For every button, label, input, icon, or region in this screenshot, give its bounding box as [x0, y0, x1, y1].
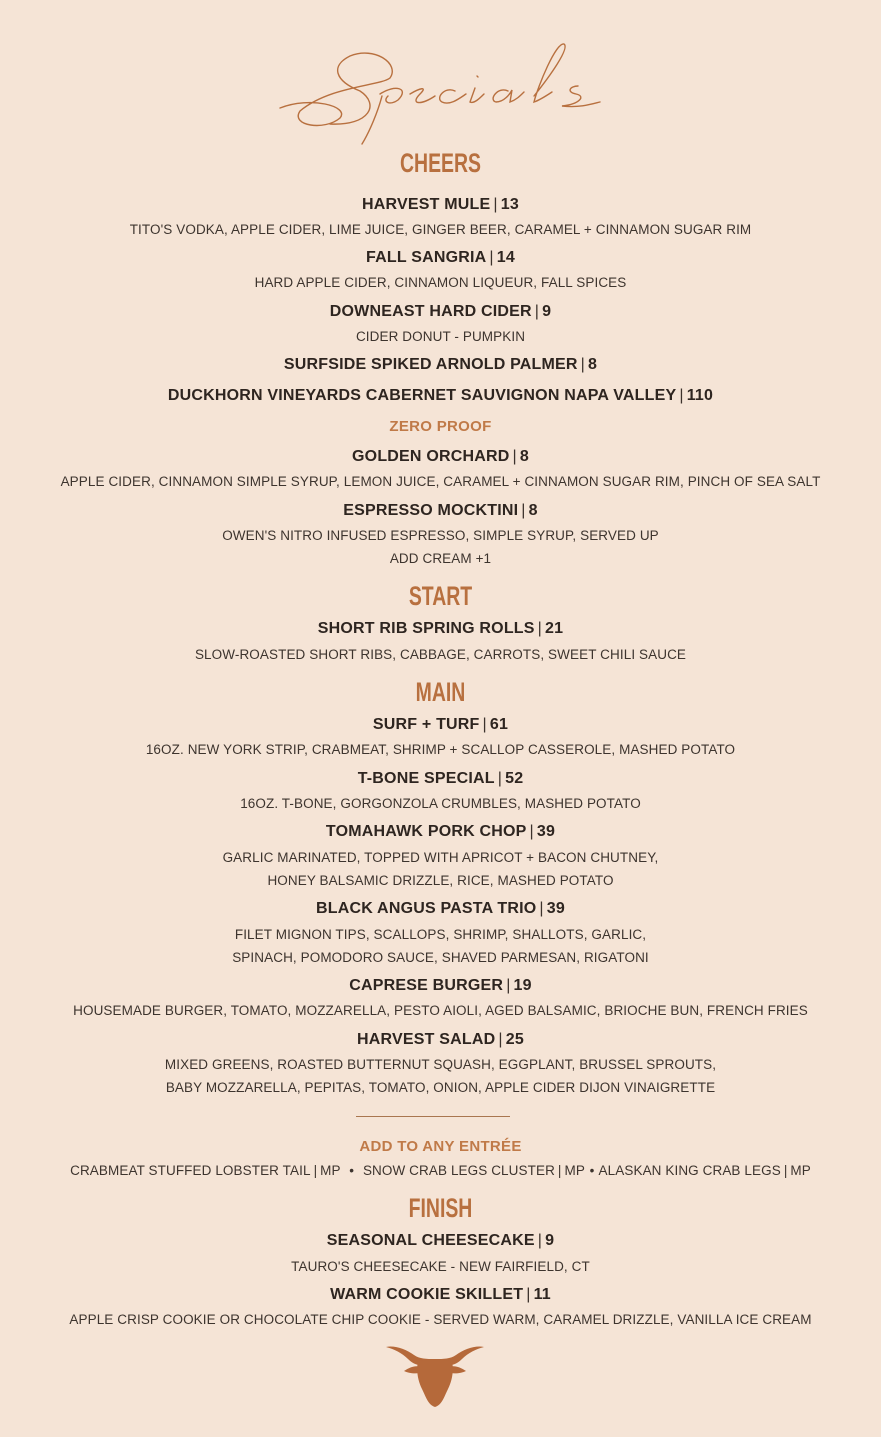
item-description: HOUSEMADE BURGER, TOMATO, MOZZARELLA, PESTO AIOLI, AGED BALSAMIC, BRIOCHE BUN, FRENCH FRIES	[73, 1003, 808, 1018]
item-name: DOWNEAST HARD CIDER	[329, 303, 532, 320]
menu-item-downeast-hard-cider	[0, 303, 881, 321]
item-name: TOMAHAWK PORK CHOP	[325, 823, 527, 840]
menu-item-black-angus-pasta-trio	[0, 900, 881, 918]
price-separator: |	[534, 303, 540, 320]
item-price: 110	[686, 387, 714, 404]
price-separator: |	[512, 448, 517, 465]
price-separator: |	[557, 1163, 562, 1178]
item-name: WARM COOKIE SKILLET	[330, 1286, 524, 1303]
item-price: 8	[528, 502, 538, 519]
add-on-name: SNOW CRAB LEGS CLUSTER	[362, 1163, 555, 1178]
price-separator: |	[498, 1031, 503, 1048]
add-on-price: MP	[320, 1163, 341, 1178]
item-price: 39	[536, 823, 556, 840]
item-price: 14	[496, 249, 515, 266]
item-name: SURFSIDE SPIKED ARNOLD PALMER	[283, 356, 578, 373]
item-name: FALL SANGRIA	[366, 249, 487, 266]
item-name: DUCKHORN VINEYARDS CABERNET SAUVIGNON NAPA VALLEY	[167, 387, 677, 404]
menu-item-warm-cookie-skillet	[0, 1286, 881, 1304]
item-addon-note: ADD CREAM +1	[389, 551, 492, 566]
menu-item-duckhorn-cabernet	[0, 387, 881, 405]
item-description: APPLE CIDER, CINNAMON SIMPLE SYRUP, LEMON JUICE, CARAMEL + CINNAMON SUGAR RIM, PINCH OF SEA SALT	[60, 474, 821, 489]
add-on-name: ALASKAN KING CRAB LEGS	[598, 1163, 781, 1178]
item-description: 16OZ. NEW YORK STRIP, CRABMEAT, SHRIMP + SCALLOP CASSEROLE, MASHED POTATO	[145, 742, 736, 757]
menu-item-harvest-salad	[0, 1031, 881, 1049]
section-heading-start: START	[408, 581, 473, 611]
menu-item-seasonal-cheesecake	[0, 1232, 881, 1250]
menu-item-fall-sangria	[0, 249, 881, 267]
menu-item-espresso-mocktini	[0, 502, 881, 520]
price-separator: |	[493, 196, 498, 213]
item-price: 21	[545, 620, 564, 637]
item-price: 61	[489, 716, 509, 733]
menu-item-tomahawk-pork-chop	[0, 823, 881, 841]
item-name: SHORT RIB SPRING ROLLS	[317, 620, 535, 637]
price-separator: |	[537, 620, 542, 637]
section-heading-finish: FINISH	[408, 1193, 473, 1223]
longhorn-bull-icon	[384, 1343, 486, 1409]
add-on-name: CRABMEAT STUFFED LOBSTER TAIL	[70, 1163, 311, 1178]
item-description: OWEN'S NITRO INFUSED ESPRESSO, SIMPLE SYRUP, SERVED UP	[222, 528, 659, 543]
price-separator: |	[497, 770, 503, 787]
item-name: BLACK ANGUS PASTA TRIO	[316, 900, 537, 917]
subheading-zero-proof: ZERO PROOF	[389, 418, 492, 435]
item-price: 13	[500, 196, 519, 213]
price-separator: |	[580, 356, 586, 373]
item-description: HARD APPLE CIDER, CINNAMON LIQUEUR, FALL SPICES	[254, 275, 627, 290]
menu-item-short-rib-spring-rolls	[0, 620, 881, 638]
item-description: SPINACH, POMODORO SAUCE, SHAVED PARMESAN, RIGATONI	[232, 950, 649, 965]
price-separator: |	[506, 977, 511, 994]
item-price: 9	[542, 303, 552, 320]
menu-item-surfside-spiked-arnold-palmer	[0, 356, 881, 374]
item-price: 39	[546, 900, 565, 917]
item-price: 52	[505, 770, 524, 787]
price-separator: |	[537, 1232, 543, 1249]
item-name: ESPRESSO MOCKTINI	[343, 502, 519, 519]
item-name: T-BONE SPECIAL	[357, 770, 495, 787]
add-on-price: MP	[564, 1163, 585, 1178]
price-separator: |	[482, 716, 487, 733]
subheading-add-to-any-entree: ADD TO ANY ENTRÉE	[359, 1138, 522, 1155]
item-price: 8	[519, 448, 529, 465]
price-separator: |	[489, 249, 494, 266]
item-price: 9	[545, 1232, 555, 1249]
item-description: SLOW-ROASTED SHORT RIBS, CABBAGE, CARROTS, SWEET CHILI SAUCE	[194, 647, 687, 662]
price-separator: |	[529, 823, 534, 840]
section-heading-main: MAIN	[415, 677, 466, 707]
add-on-price: MP	[790, 1163, 811, 1178]
item-description: TAURO'S CHEESECAKE - NEW FAIRFIELD, CT	[291, 1259, 590, 1274]
item-description: APPLE CRISP COOKIE OR CHOCOLATE CHIP COOKIE - SERVED WARM, CARAMEL DRIZZLE, VANILLA ICE CREAM	[69, 1312, 812, 1327]
item-name: CAPRESE BURGER	[349, 977, 504, 994]
item-price: 8	[588, 356, 598, 373]
menu-item-harvest-mule	[0, 196, 881, 214]
section-heading-cheers: CHEERS	[399, 148, 482, 178]
item-price: 11	[533, 1286, 551, 1303]
add-on-list	[0, 1163, 881, 1178]
item-description: GARLIC MARINATED, TOPPED WITH APRICOT + BACON CHUTNEY,	[222, 850, 659, 865]
section-divider	[356, 1116, 510, 1117]
menu-item-surf-turf	[0, 716, 881, 734]
item-name: SEASONAL CHEESECAKE	[326, 1232, 535, 1249]
price-separator: |	[313, 1163, 318, 1178]
item-description: TITO'S VODKA, APPLE CIDER, LIME JUICE, GINGER BEER, CARAMEL + CINNAMON SUGAR RIM	[129, 222, 752, 237]
item-description: MIXED GREENS, ROASTED BUTTERNUT SQUASH, EGGPLANT, BRUSSEL SPROUTS,	[164, 1057, 717, 1072]
price-separator: |	[539, 900, 544, 917]
item-description: FILET MIGNON TIPS, SCALLOPS, SHRIMP, SHALLOTS, GARLIC,	[234, 927, 647, 942]
bullet-separator: •	[589, 1163, 595, 1178]
item-name: HARVEST MULE	[362, 196, 491, 213]
item-description: CIDER DONUT - PUMPKIN	[355, 329, 526, 344]
item-description: 16OZ. T-BONE, GORGONZOLA CRUMBLES, MASHED POTATO	[240, 796, 641, 811]
item-name: HARVEST SALAD	[357, 1031, 496, 1048]
item-name: GOLDEN ORCHARD	[352, 448, 510, 465]
menu-item-caprese-burger	[0, 977, 881, 995]
price-separator: |	[526, 1286, 531, 1303]
item-description: HONEY BALSAMIC DRIZZLE, RICE, MASHED POTATO	[267, 873, 614, 888]
price-separator: |	[679, 387, 684, 404]
menu-item-t-bone-special	[0, 770, 881, 788]
price-separator: |	[521, 502, 526, 519]
specials-script-title	[270, 36, 610, 146]
item-name: SURF + TURF	[372, 716, 480, 733]
bullet-separator: •	[349, 1163, 355, 1178]
item-description: BABY MOZZARELLA, PEPITAS, TOMATO, ONION, APPLE CIDER DIJON VINAIGRETTE	[165, 1080, 716, 1095]
menu-item-golden-orchard	[0, 448, 881, 466]
price-separator: |	[783, 1163, 788, 1178]
item-price: 19	[513, 977, 532, 994]
item-price: 25	[505, 1031, 524, 1048]
